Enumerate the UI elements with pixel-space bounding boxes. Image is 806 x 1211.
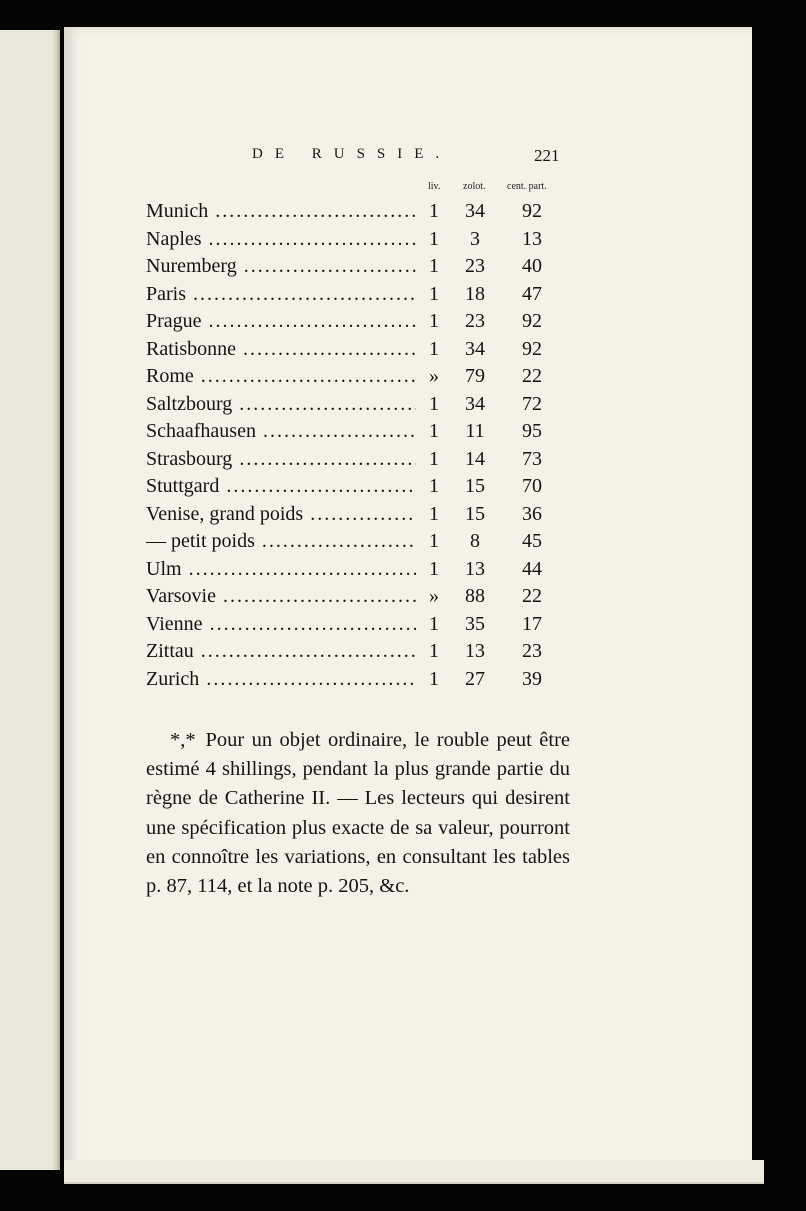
column-header-cent: cent. part. bbox=[507, 181, 547, 192]
zolot-value: 34 bbox=[465, 200, 485, 222]
running-title: DE RUSSIE. bbox=[252, 146, 452, 162]
city-name: — petit poids ..... bbox=[146, 530, 416, 553]
liv-value: 1 bbox=[429, 310, 439, 332]
zolot-value: 35 bbox=[465, 612, 485, 635]
table-row bbox=[146, 558, 576, 586]
city-name: Rome ..... bbox=[146, 365, 416, 388]
city-name: Paris ..... bbox=[146, 283, 416, 306]
city-name: Zittau ..... bbox=[146, 640, 416, 663]
cent-value: 45 bbox=[522, 530, 542, 552]
cent-value: 73 bbox=[522, 447, 542, 470]
table-row bbox=[146, 640, 576, 668]
zolot-value: 34 bbox=[465, 392, 485, 415]
zolot-value: 15 bbox=[465, 502, 485, 525]
table-row bbox=[146, 530, 576, 558]
table-row bbox=[146, 668, 576, 696]
table-row bbox=[146, 393, 576, 421]
table-row bbox=[146, 338, 576, 366]
zolot-value: 14 bbox=[465, 447, 485, 470]
footnote bbox=[146, 726, 570, 901]
zolot-value: 79 bbox=[465, 365, 485, 387]
column-header-zolot: zolot. bbox=[463, 181, 486, 192]
cent-value: 92 bbox=[522, 200, 542, 222]
liv-value: 1 bbox=[429, 392, 439, 415]
table-row bbox=[146, 503, 576, 531]
column-headers bbox=[64, 181, 752, 197]
cent-value: 13 bbox=[522, 227, 542, 250]
footnote-mark: *,* bbox=[170, 729, 196, 751]
column-header-liv: liv. bbox=[428, 181, 441, 192]
zolot-value: 34 bbox=[465, 337, 485, 360]
liv-value: » bbox=[429, 365, 439, 387]
liv-value: 1 bbox=[429, 282, 439, 305]
zolot-value: 15 bbox=[465, 475, 485, 497]
cent-value: 40 bbox=[522, 255, 542, 277]
weights-table bbox=[146, 200, 576, 695]
zolot-value: 13 bbox=[465, 640, 485, 662]
liv-value: 1 bbox=[429, 667, 439, 690]
liv-value: » bbox=[429, 585, 439, 607]
table-row bbox=[146, 200, 576, 228]
city-name: Venise, grand poids ..... bbox=[146, 503, 416, 526]
cent-value: 70 bbox=[522, 475, 542, 497]
cent-value: 23 bbox=[522, 640, 542, 662]
zolot-value: 27 bbox=[465, 667, 485, 690]
page-bottom-edge bbox=[64, 1160, 764, 1184]
zolot-value: 8 bbox=[470, 530, 480, 552]
liv-value: 1 bbox=[429, 337, 439, 360]
liv-value: 1 bbox=[429, 200, 439, 222]
table-row bbox=[146, 283, 576, 311]
zolot-value: 23 bbox=[465, 310, 485, 332]
cent-value: 36 bbox=[522, 502, 542, 525]
city-name: Munich ..... bbox=[146, 200, 416, 223]
zolot-value: 18 bbox=[465, 282, 485, 305]
city-name: Nuremberg ..... bbox=[146, 255, 416, 278]
liv-value: 1 bbox=[429, 255, 439, 277]
zolot-value: 3 bbox=[470, 227, 480, 250]
city-name: Zurich ..... bbox=[146, 668, 416, 691]
zolot-value: 13 bbox=[465, 557, 485, 580]
city-name: Varsovie ..... bbox=[146, 585, 416, 608]
liv-value: 1 bbox=[429, 557, 439, 580]
city-name: Ulm ..... bbox=[146, 558, 416, 581]
liv-value: 1 bbox=[429, 475, 439, 497]
liv-value: 1 bbox=[429, 640, 439, 662]
zolot-value: 23 bbox=[465, 255, 485, 277]
cent-value: 72 bbox=[522, 392, 542, 415]
table-row bbox=[146, 420, 576, 448]
cent-value: 92 bbox=[522, 310, 542, 332]
table-row bbox=[146, 585, 576, 613]
liv-value: 1 bbox=[429, 612, 439, 635]
table-row bbox=[146, 310, 576, 338]
city-name: Schaafhausen ..... bbox=[146, 420, 416, 443]
cent-value: 22 bbox=[522, 365, 542, 387]
cent-value: 95 bbox=[522, 420, 542, 442]
liv-value: 1 bbox=[429, 502, 439, 525]
zolot-value: 88 bbox=[465, 585, 485, 607]
page-header bbox=[64, 146, 752, 170]
liv-value: 1 bbox=[429, 530, 439, 552]
city-name: Saltzbourg ..... bbox=[146, 393, 416, 416]
city-name: Stuttgard ..... bbox=[146, 475, 416, 498]
cent-value: 47 bbox=[522, 282, 542, 305]
city-name: Ratisbonne ..... bbox=[146, 338, 416, 361]
liv-value: 1 bbox=[429, 227, 439, 250]
liv-value: 1 bbox=[429, 420, 439, 442]
city-name: Strasbourg ..... bbox=[146, 448, 416, 471]
table-row bbox=[146, 613, 576, 641]
cent-value: 39 bbox=[522, 667, 542, 690]
table-row bbox=[146, 448, 576, 476]
page-number: 221 bbox=[534, 146, 560, 165]
table-row bbox=[146, 475, 576, 503]
cent-value: 22 bbox=[522, 585, 542, 607]
table-row bbox=[146, 228, 576, 256]
liv-value: 1 bbox=[429, 447, 439, 470]
facing-page-edge bbox=[0, 30, 60, 1170]
table-row bbox=[146, 365, 576, 393]
city-name: Vienne ..... bbox=[146, 613, 416, 636]
city-name: Naples ..... bbox=[146, 228, 416, 251]
city-name: Prague ..... bbox=[146, 310, 416, 333]
footnote-text: Pour un objet ordinaire, le rouble peut être estimé 4 shillings, pendant la plus grande partie du règne de Catherine II. — Les lecteurs qui desirent une spécification plus exacte de sa valeur, pourront en connoître les variations, en consultant les tables p. 87, 114, et la note p. 205, &c. bbox=[146, 729, 571, 898]
cent-value: 44 bbox=[522, 557, 542, 580]
zolot-value: 11 bbox=[465, 420, 485, 442]
book-gutter bbox=[52, 30, 58, 1170]
cent-value: 17 bbox=[522, 612, 542, 635]
table-row bbox=[146, 255, 576, 283]
cent-value: 92 bbox=[522, 337, 542, 360]
